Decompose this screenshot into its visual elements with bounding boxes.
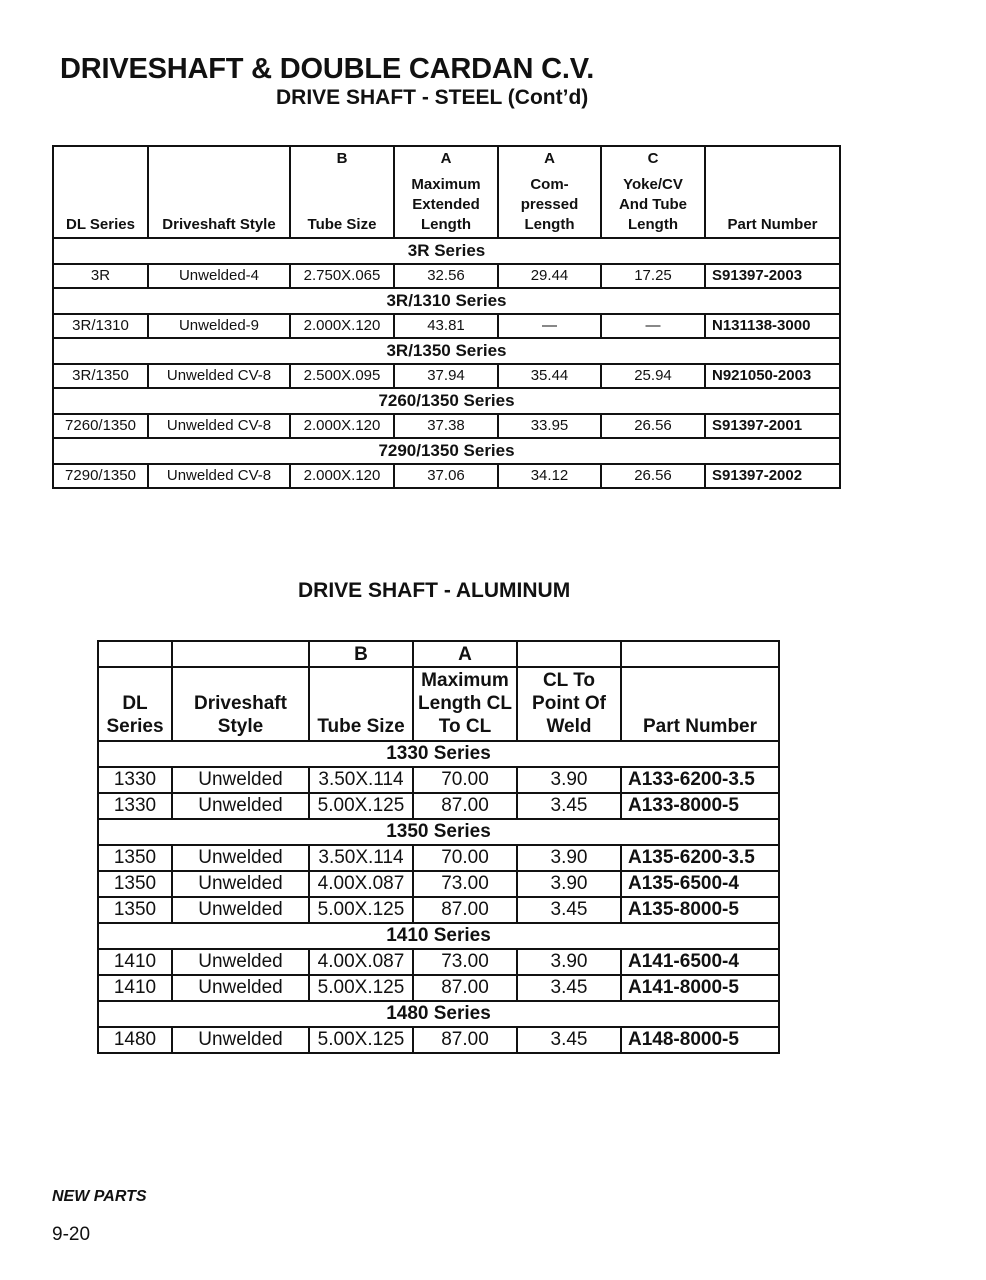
yoke-tube-length-cell: 26.56 — [601, 464, 705, 488]
part-number-cell: A148-8000-5 — [621, 1027, 779, 1053]
column-header: CL To Point Of Weld — [517, 667, 621, 741]
column-letter — [148, 146, 290, 171]
cl-to-weld-cell: 3.90 — [517, 767, 621, 793]
table-row — [98, 793, 779, 819]
extended-length-cell: 43.81 — [394, 314, 498, 338]
column-letter — [705, 146, 840, 171]
compressed-length-cell: 34.12 — [498, 464, 601, 488]
tube-size-cell: 4.00X.087 — [309, 871, 413, 897]
column-letter: A — [498, 146, 601, 171]
driveshaft-style-cell: Unwelded — [172, 871, 309, 897]
column-header: DL Series — [98, 667, 172, 741]
series-heading-row — [53, 238, 840, 264]
extended-length-cell: 37.94 — [394, 364, 498, 388]
cl-to-weld-cell: 3.90 — [517, 845, 621, 871]
driveshaft-style-cell: Unwelded — [172, 793, 309, 819]
extended-length-cell: 37.06 — [394, 464, 498, 488]
column-header: Maximum Length CL To CL — [413, 667, 517, 741]
series-heading-row — [98, 741, 779, 767]
part-number-cell: A135-6500-4 — [621, 871, 779, 897]
column-letter: B — [309, 641, 413, 667]
steel-column-headers-row — [53, 171, 840, 238]
series-heading: 7290/1350 Series — [53, 438, 840, 464]
table-row — [53, 414, 840, 438]
dl-series-cell: 3R/1350 — [53, 364, 148, 388]
column-header: Part Number — [621, 667, 779, 741]
dl-series-cell: 1480 — [98, 1027, 172, 1053]
yoke-tube-length-cell: 17.25 — [601, 264, 705, 288]
part-number-cell: S91397-2002 — [705, 464, 840, 488]
table-row — [98, 767, 779, 793]
tube-size-cell: 5.00X.125 — [309, 1027, 413, 1053]
column-header: Tube Size — [309, 667, 413, 741]
series-heading-row — [53, 338, 840, 364]
footer-label: NEW PARTS — [52, 1188, 147, 1205]
aluminum-driveshaft-table — [97, 640, 780, 1054]
table-row — [53, 264, 840, 288]
yoke-tube-length-cell: — — [601, 314, 705, 338]
column-header: Yoke/CV And Tube Length — [601, 171, 705, 238]
part-number-cell: A135-6200-3.5 — [621, 845, 779, 871]
driveshaft-style-cell: Unwelded CV-8 — [148, 464, 290, 488]
dl-series-cell: 1410 — [98, 949, 172, 975]
series-heading-row — [53, 438, 840, 464]
column-letter: C — [601, 146, 705, 171]
column-header: Driveshaft Style — [172, 667, 309, 741]
series-heading-row — [53, 288, 840, 314]
max-length-cell: 70.00 — [413, 845, 517, 871]
series-heading-row — [98, 923, 779, 949]
dl-series-cell: 3R/1310 — [53, 314, 148, 338]
yoke-tube-length-cell: 25.94 — [601, 364, 705, 388]
part-number-cell: A135-8000-5 — [621, 897, 779, 923]
part-number-cell: S91397-2001 — [705, 414, 840, 438]
column-letter — [53, 146, 148, 171]
page-subtitle: DRIVE SHAFT - STEEL (Cont’d) — [276, 86, 589, 109]
dl-series-cell: 7290/1350 — [53, 464, 148, 488]
tube-size-cell: 5.00X.125 — [309, 793, 413, 819]
max-length-cell: 87.00 — [413, 793, 517, 819]
column-header: Maximum Extended Length — [394, 171, 498, 238]
max-length-cell: 73.00 — [413, 871, 517, 897]
column-letter — [172, 641, 309, 667]
max-length-cell: 87.00 — [413, 1027, 517, 1053]
series-heading: 1480 Series — [98, 1001, 779, 1027]
column-letter: A — [413, 641, 517, 667]
column-letter — [98, 641, 172, 667]
extended-length-cell: 37.38 — [394, 414, 498, 438]
series-heading-row — [53, 388, 840, 414]
series-heading: 7260/1350 Series — [53, 388, 840, 414]
driveshaft-style-cell: Unwelded CV-8 — [148, 364, 290, 388]
series-heading: 3R/1310 Series — [53, 288, 840, 314]
table-row — [98, 897, 779, 923]
page-number: 9-20 — [52, 1224, 91, 1245]
table-row — [98, 845, 779, 871]
series-heading: 1350 Series — [98, 819, 779, 845]
column-letter — [621, 641, 779, 667]
driveshaft-style-cell: Unwelded CV-8 — [148, 414, 290, 438]
compressed-length-cell: 33.95 — [498, 414, 601, 438]
dl-series-cell: 3R — [53, 264, 148, 288]
driveshaft-style-cell: Unwelded-4 — [148, 264, 290, 288]
column-letter — [517, 641, 621, 667]
steel-column-letters-row — [53, 146, 840, 171]
tube-size-cell: 2.500X.095 — [290, 364, 394, 388]
driveshaft-style-cell: Unwelded — [172, 845, 309, 871]
tube-size-cell: 2.750X.065 — [290, 264, 394, 288]
series-heading: 1410 Series — [98, 923, 779, 949]
aluminum-column-letters-row — [98, 641, 779, 667]
cl-to-weld-cell: 3.45 — [517, 1027, 621, 1053]
part-number-cell: A141-6500-4 — [621, 949, 779, 975]
max-length-cell: 73.00 — [413, 949, 517, 975]
max-length-cell: 87.00 — [413, 975, 517, 1001]
series-heading: 1330 Series — [98, 741, 779, 767]
dl-series-cell: 1350 — [98, 871, 172, 897]
series-heading-row — [98, 819, 779, 845]
table-row — [53, 364, 840, 388]
aluminum-section-title: DRIVE SHAFT - ALUMINUM — [298, 579, 571, 602]
compressed-length-cell: 35.44 — [498, 364, 601, 388]
cl-to-weld-cell: 3.45 — [517, 975, 621, 1001]
dl-series-cell: 1350 — [98, 845, 172, 871]
driveshaft-style-cell: Unwelded-9 — [148, 314, 290, 338]
page-title: DRIVESHAFT & DOUBLE CARDAN C.V. — [60, 53, 595, 85]
dl-series-cell: 1410 — [98, 975, 172, 1001]
aluminum-column-headers-row — [98, 667, 779, 741]
column-header: Tube Size — [290, 171, 394, 238]
driveshaft-style-cell: Unwelded — [172, 1027, 309, 1053]
part-number-cell: A141-8000-5 — [621, 975, 779, 1001]
steel-driveshaft-table — [52, 145, 841, 489]
series-heading: 3R Series — [53, 238, 840, 264]
table-row — [98, 949, 779, 975]
max-length-cell: 70.00 — [413, 767, 517, 793]
column-header: Part Number — [705, 171, 840, 238]
driveshaft-style-cell: Unwelded — [172, 949, 309, 975]
dl-series-cell: 1330 — [98, 793, 172, 819]
tube-size-cell: 2.000X.120 — [290, 314, 394, 338]
tube-size-cell: 2.000X.120 — [290, 414, 394, 438]
part-number-cell: A133-6200-3.5 — [621, 767, 779, 793]
table-row — [98, 975, 779, 1001]
part-number-cell: N921050-2003 — [705, 364, 840, 388]
extended-length-cell: 32.56 — [394, 264, 498, 288]
dl-series-cell: 1330 — [98, 767, 172, 793]
tube-size-cell: 5.00X.125 — [309, 975, 413, 1001]
tube-size-cell: 5.00X.125 — [309, 897, 413, 923]
tube-size-cell: 3.50X.114 — [309, 845, 413, 871]
cl-to-weld-cell: 3.90 — [517, 871, 621, 897]
table-row — [53, 314, 840, 338]
driveshaft-style-cell: Unwelded — [172, 975, 309, 1001]
dl-series-cell: 1350 — [98, 897, 172, 923]
part-number-cell: N131138-3000 — [705, 314, 840, 338]
max-length-cell: 87.00 — [413, 897, 517, 923]
compressed-length-cell: 29.44 — [498, 264, 601, 288]
column-letter: B — [290, 146, 394, 171]
cl-to-weld-cell: 3.90 — [517, 949, 621, 975]
yoke-tube-length-cell: 26.56 — [601, 414, 705, 438]
series-heading: 3R/1350 Series — [53, 338, 840, 364]
table-row — [53, 464, 840, 488]
tube-size-cell: 4.00X.087 — [309, 949, 413, 975]
cl-to-weld-cell: 3.45 — [517, 793, 621, 819]
table-row — [98, 871, 779, 897]
part-number-cell: A133-8000-5 — [621, 793, 779, 819]
column-letter: A — [394, 146, 498, 171]
driveshaft-style-cell: Unwelded — [172, 897, 309, 923]
cl-to-weld-cell: 3.45 — [517, 897, 621, 923]
column-header: Com- pressed Length — [498, 171, 601, 238]
dl-series-cell: 7260/1350 — [53, 414, 148, 438]
compressed-length-cell: — — [498, 314, 601, 338]
part-number-cell: S91397-2003 — [705, 264, 840, 288]
table-row — [98, 1027, 779, 1053]
driveshaft-style-cell: Unwelded — [172, 767, 309, 793]
column-header: Driveshaft Style — [148, 171, 290, 238]
column-header: DL Series — [53, 171, 148, 238]
tube-size-cell: 3.50X.114 — [309, 767, 413, 793]
tube-size-cell: 2.000X.120 — [290, 464, 394, 488]
series-heading-row — [98, 1001, 779, 1027]
